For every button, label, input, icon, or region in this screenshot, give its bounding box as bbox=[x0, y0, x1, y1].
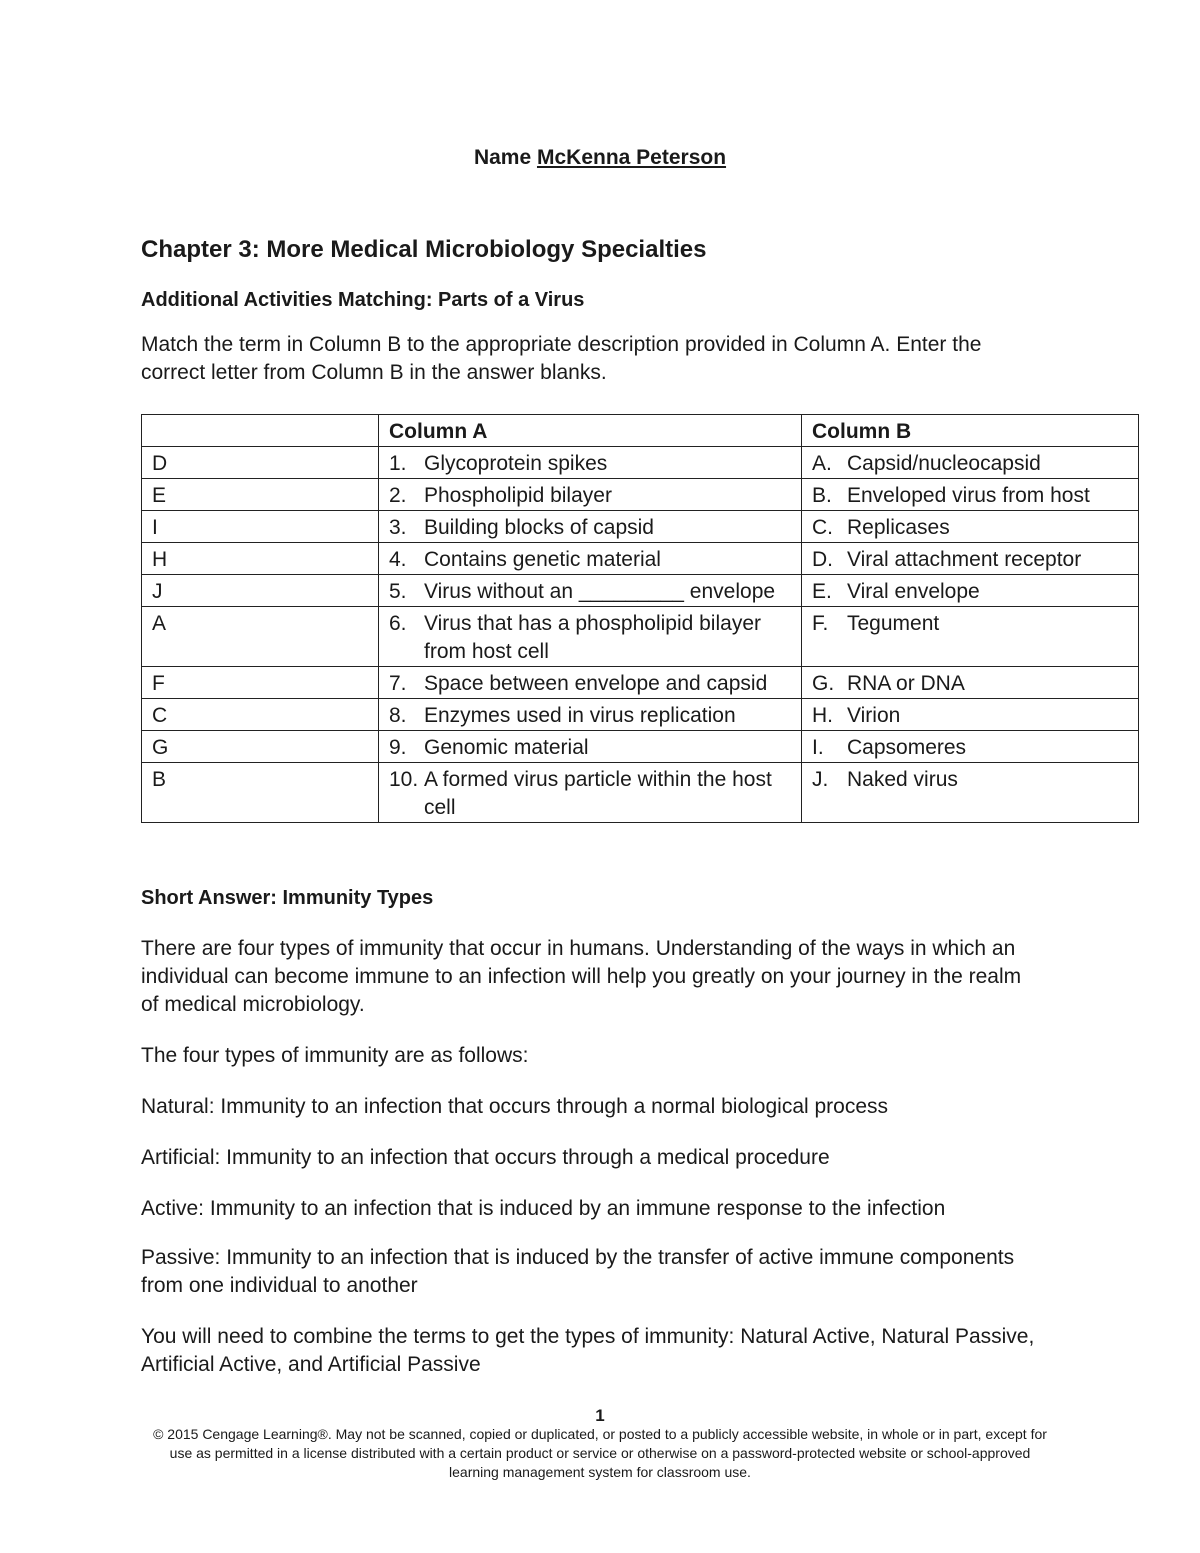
description-text: Enzymes used in virus replication bbox=[424, 704, 736, 727]
column-b-cell bbox=[802, 511, 1139, 543]
description-text: A formed virus particle within the host cell bbox=[424, 768, 772, 819]
table-header-row bbox=[142, 415, 1139, 447]
term-text: Naked virus bbox=[847, 768, 958, 791]
term-letter: G. bbox=[812, 672, 835, 695]
answer-cell: C bbox=[142, 699, 379, 731]
answer-cell: J bbox=[142, 575, 379, 607]
term-letter: I. bbox=[812, 736, 824, 759]
description-text: Glycoprotein spikes bbox=[424, 452, 608, 475]
answer-column-header bbox=[142, 415, 379, 447]
column-a-cell bbox=[379, 479, 802, 511]
description-text: Contains genetic material bbox=[424, 548, 661, 571]
term-text: Capsid/nucleocapsid bbox=[847, 452, 1041, 475]
description-text: Building blocks of capsid bbox=[424, 516, 654, 539]
description-text: Space between envelope and capsid bbox=[424, 672, 768, 695]
item-number: 5. bbox=[389, 580, 407, 603]
table-row bbox=[142, 731, 1139, 763]
table-row bbox=[142, 575, 1139, 607]
immunity-intro: There are four types of immunity that occur in humans. Understanding of the ways in which an individual can become immune to an infection will help you greatly on your journey in the realm of medical microbiology. bbox=[141, 937, 1022, 1016]
term-letter: A. bbox=[812, 452, 832, 475]
matching-table bbox=[141, 414, 1139, 823]
answer-cell: A bbox=[142, 607, 379, 667]
table-row bbox=[142, 699, 1139, 731]
item-number: 9. bbox=[389, 736, 407, 759]
term-letter: E. bbox=[812, 580, 832, 603]
table-row bbox=[142, 447, 1139, 479]
term-letter: C. bbox=[812, 516, 833, 539]
description-text: Phospholipid bilayer bbox=[424, 484, 612, 507]
item-number: 2. bbox=[389, 484, 407, 507]
name-line bbox=[0, 146, 1200, 170]
natural-definition: Natural: Immunity to an infection that occurs through a normal biological process bbox=[141, 1095, 889, 1118]
table-row bbox=[142, 543, 1139, 575]
answer-cell: B bbox=[142, 763, 379, 823]
column-b-cell bbox=[802, 479, 1139, 511]
table-row bbox=[142, 607, 1139, 667]
column-b-cell bbox=[802, 763, 1139, 823]
description-text: Genomic material bbox=[424, 736, 589, 759]
table-row bbox=[142, 763, 1139, 823]
column-a-header: Column A bbox=[379, 415, 802, 447]
artificial-definition: Artificial: Immunity to an infection that occurs through a medical procedure bbox=[141, 1146, 830, 1169]
term-text: Viral envelope bbox=[847, 580, 980, 603]
item-number: 7. bbox=[389, 672, 407, 695]
column-b-cell bbox=[802, 543, 1139, 575]
item-number: 3. bbox=[389, 516, 407, 539]
term-text: Replicases bbox=[847, 516, 950, 539]
term-text: Tegument bbox=[847, 612, 940, 635]
table-row bbox=[142, 667, 1139, 699]
term-text: RNA or DNA bbox=[847, 672, 965, 695]
name-label: Name bbox=[473, 146, 532, 169]
term-letter: F. bbox=[812, 612, 829, 635]
column-a-cell bbox=[379, 511, 802, 543]
item-number: 4. bbox=[389, 548, 407, 571]
column-a-cell bbox=[379, 699, 802, 731]
term-letter: J. bbox=[812, 768, 829, 791]
column-b-cell bbox=[802, 575, 1139, 607]
term-text: Viral attachment receptor bbox=[847, 548, 1082, 571]
column-a-cell bbox=[379, 607, 802, 667]
description-text: Virus that has a phospholipid bilayer from host cell bbox=[424, 612, 761, 663]
column-b-cell bbox=[802, 699, 1139, 731]
term-text: Enveloped virus from host bbox=[847, 484, 1090, 507]
answer-cell: H bbox=[142, 543, 379, 575]
description-text: Virus without an _________ envelope bbox=[424, 580, 776, 603]
item-number: 8. bbox=[389, 704, 407, 727]
column-a-cell bbox=[379, 575, 802, 607]
immunity-lead: The four types of immunity are as follows: bbox=[141, 1044, 529, 1067]
column-a-cell bbox=[379, 731, 802, 763]
student-name: McKenna Peterson bbox=[536, 146, 727, 169]
short-answer-heading: Short Answer: Immunity Types bbox=[141, 887, 434, 909]
column-a-cell bbox=[379, 543, 802, 575]
column-a-cell bbox=[379, 763, 802, 823]
term-text: Virion bbox=[847, 704, 901, 727]
term-text: Capsomeres bbox=[847, 736, 967, 759]
item-number: 10. bbox=[389, 768, 419, 791]
chapter-title: Chapter 3: More Medical Microbiology Specialties bbox=[141, 236, 707, 263]
column-b-cell bbox=[802, 731, 1139, 763]
page-footer bbox=[150, 1406, 1050, 1482]
column-b-cell bbox=[802, 607, 1139, 667]
answer-cell: F bbox=[142, 667, 379, 699]
column-a-cell bbox=[379, 667, 802, 699]
item-number: 6. bbox=[389, 612, 407, 635]
combine-instructions: You will need to combine the terms to get the types of immunity: Natural Active, Natural Passive, Artificial Active, and Artificial Passive bbox=[141, 1325, 1035, 1376]
answer-cell: E bbox=[142, 479, 379, 511]
term-letter: H. bbox=[812, 704, 833, 727]
passive-definition: Passive: Immunity to an infection that is induced by the transfer of active immune components from one individual to another bbox=[141, 1246, 1015, 1297]
table-row bbox=[142, 511, 1139, 543]
term-letter: B. bbox=[812, 484, 832, 507]
matching-heading: Additional Activities Matching: Parts of a Virus bbox=[141, 289, 585, 311]
answer-cell: D bbox=[142, 447, 379, 479]
column-b-header: Column B bbox=[802, 415, 1139, 447]
copyright-notice: © 2015 Cengage Learning®. May not be scanned, copied or duplicated, or posted to a publicly accessible website, in whole or in part, except for use as permitted in a license distributed with a certain product or service or otherwise on a password-protected website or school-approved learning management system for classroom use. bbox=[153, 1426, 1047, 1480]
answer-cell: G bbox=[142, 731, 379, 763]
page-number: 1 bbox=[595, 1406, 605, 1425]
column-a-cell bbox=[379, 447, 802, 479]
active-definition: Active: Immunity to an infection that is induced by an immune response to the infection bbox=[141, 1197, 946, 1220]
answer-cell: I bbox=[142, 511, 379, 543]
matching-instructions: Match the term in Column B to the appropriate description provided in Column A. Enter the correct letter from Column B in the answer blanks. bbox=[141, 333, 982, 384]
term-letter: D. bbox=[812, 548, 833, 571]
column-b-cell bbox=[802, 447, 1139, 479]
column-b-cell bbox=[802, 667, 1139, 699]
item-number: 1. bbox=[389, 452, 407, 475]
table-row bbox=[142, 479, 1139, 511]
